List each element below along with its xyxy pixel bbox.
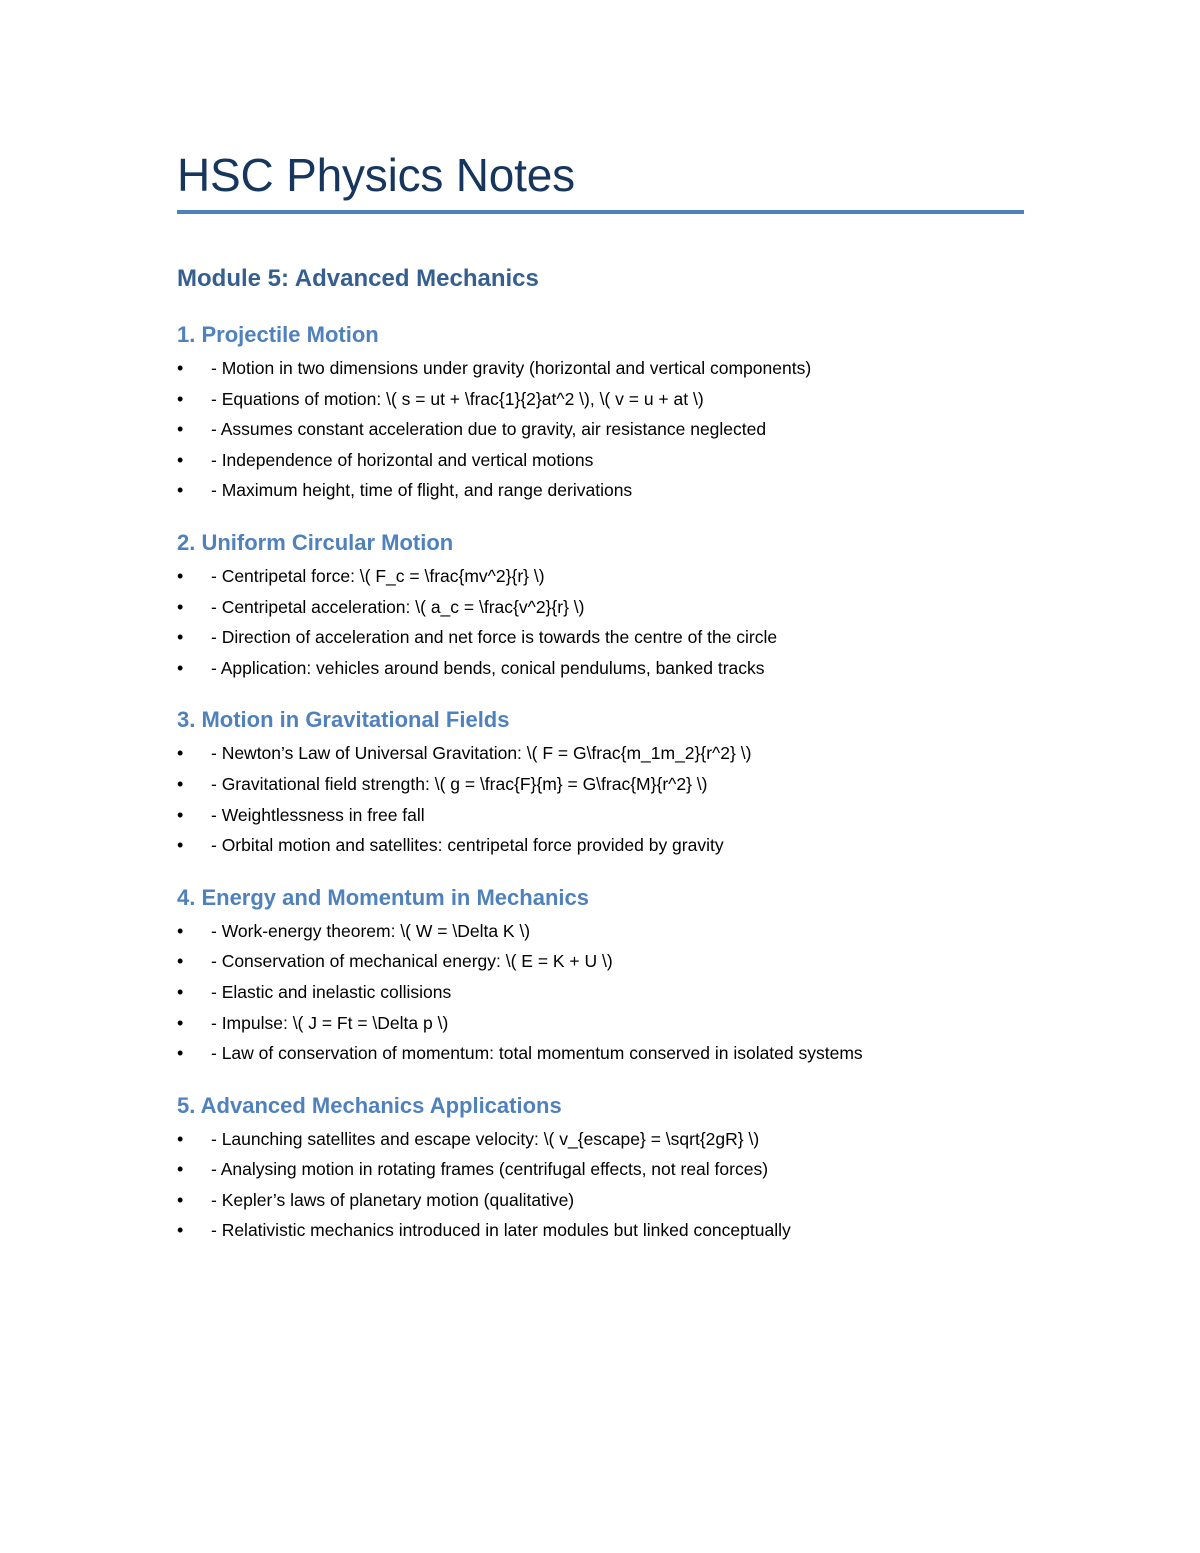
- sections-container: [177, 321, 1024, 1246]
- list-item-text: - Work-energy theorem: \( W = \Delta K \): [211, 920, 531, 941]
- bullet-icon: •: [177, 627, 184, 648]
- list-item: [177, 977, 1024, 1008]
- document-title: HSC Physics Notes: [177, 149, 575, 201]
- list-item: [177, 800, 1024, 831]
- list-item-text: - Launching satellites and escape velocity: \( v_{escape} = \sqrt{2gR} \): [211, 1128, 760, 1149]
- list-item-text: - Equations of motion: \( s = ut + \frac{1}{2}at^2 \), \( v = u + at \): [211, 388, 704, 409]
- section-heading: 3. Motion in Gravitational Fields: [177, 707, 510, 733]
- bullet-icon: •: [177, 1189, 184, 1210]
- section-heading: 4. Energy and Momentum in Mechanics: [177, 884, 589, 910]
- list-item-text: - Assumes constant acceleration due to gravity, air resistance neglected: [211, 419, 767, 440]
- list-item: [177, 1185, 1024, 1216]
- bullet-icon: •: [177, 951, 184, 972]
- section-4: [177, 884, 1024, 1069]
- bullet-icon: •: [177, 835, 184, 856]
- bullet-icon: •: [177, 480, 184, 501]
- bullet-icon: •: [177, 1043, 184, 1064]
- section-1: [177, 321, 1024, 506]
- bullet-icon: •: [177, 1159, 184, 1180]
- list-item: [177, 1215, 1024, 1246]
- list-item-text: - Direction of acceleration and net force is towards the centre of the circle: [211, 627, 778, 648]
- list-item-text: - Conservation of mechanical energy: \( E = K + U \): [211, 951, 613, 972]
- bullet-list: [177, 561, 1024, 683]
- list-item: [177, 592, 1024, 623]
- bullet-icon: •: [177, 596, 184, 617]
- list-item: [177, 946, 1024, 977]
- section-5: [177, 1092, 1024, 1246]
- bullet-icon: •: [177, 419, 184, 440]
- list-item: [177, 1008, 1024, 1039]
- list-item-text: - Independence of horizontal and vertical motions: [211, 449, 594, 470]
- list-item-text: - Application: vehicles around bends, conical pendulums, banked tracks: [211, 657, 765, 678]
- list-item-text: - Orbital motion and satellites: centripetal force provided by gravity: [211, 835, 724, 856]
- list-item: [177, 653, 1024, 684]
- bullet-list: [177, 353, 1024, 506]
- list-item: [177, 561, 1024, 592]
- list-item-text: - Law of conservation of momentum: total momentum conserved in isolated systems: [211, 1043, 863, 1064]
- bullet-icon: •: [177, 449, 184, 470]
- bullet-icon: •: [177, 773, 184, 794]
- bullet-icon: •: [177, 743, 184, 764]
- bullet-icon: •: [177, 388, 184, 409]
- list-item: [177, 830, 1024, 861]
- section-heading: 1. Projectile Motion: [177, 322, 379, 347]
- list-item: [177, 738, 1024, 769]
- bullet-list: [177, 738, 1024, 860]
- list-item: [177, 1124, 1024, 1155]
- list-item: [177, 384, 1024, 415]
- bullet-icon: •: [177, 657, 184, 678]
- list-item: [177, 414, 1024, 445]
- bullet-list: [177, 1124, 1024, 1246]
- bullet-icon: •: [177, 1128, 184, 1149]
- document-page: [177, 143, 1024, 1246]
- bullet-icon: •: [177, 981, 184, 1002]
- section-2: [177, 529, 1024, 683]
- list-item: [177, 1038, 1024, 1069]
- list-item-text: - Weightlessness in free fall: [211, 804, 425, 825]
- bullet-list: [177, 916, 1024, 1069]
- list-item-text: - Maximum height, time of flight, and range derivations: [211, 480, 633, 501]
- list-item-text: - Relativistic mechanics introduced in later modules but linked conceptually: [211, 1220, 791, 1241]
- title-underline: [177, 210, 1024, 214]
- list-item: [177, 445, 1024, 476]
- list-item-text: - Impulse: \( J = Ft = \Delta p \): [211, 1012, 449, 1033]
- bullet-icon: •: [177, 1220, 184, 1241]
- list-item: [177, 353, 1024, 384]
- list-item: [177, 1154, 1024, 1185]
- list-item: [177, 622, 1024, 653]
- list-item-text: - Elastic and inelastic collisions: [211, 981, 452, 1002]
- bullet-icon: •: [177, 358, 184, 378]
- section-3: [177, 706, 1024, 860]
- list-item-text: - Kepler’s laws of planetary motion (qualitative): [211, 1189, 575, 1210]
- list-item-text: - Newton’s Law of Universal Gravitation: \( F = G\frac{m_1m_2}{r^2} \): [211, 743, 752, 764]
- list-item: [177, 769, 1024, 800]
- bullet-icon: •: [177, 565, 184, 586]
- list-item-text: - Centripetal acceleration: \( a_c = \frac{v^2}{r} \): [211, 596, 585, 617]
- list-item-text: - Analysing motion in rotating frames (centrifugal effects, not real forces): [211, 1159, 769, 1180]
- list-item: [177, 916, 1024, 947]
- list-item: [177, 475, 1024, 506]
- list-item-text: - Motion in two dimensions under gravity (horizontal and vertical components): [211, 358, 812, 378]
- bullet-icon: •: [177, 804, 184, 825]
- section-heading: 2. Uniform Circular Motion: [177, 529, 454, 555]
- bullet-icon: •: [177, 920, 184, 941]
- section-heading: 5. Advanced Mechanics Applications: [177, 1092, 562, 1118]
- list-item-text: - Gravitational field strength: \( g = \frac{F}{m} = G\frac{M}{r^2} \): [211, 773, 708, 794]
- module-heading: Module 5: Advanced Mechanics: [177, 265, 539, 292]
- list-item-text: - Centripetal force: \( F_c = \frac{mv^2}{r} \): [211, 565, 545, 586]
- bullet-icon: •: [177, 1012, 184, 1033]
